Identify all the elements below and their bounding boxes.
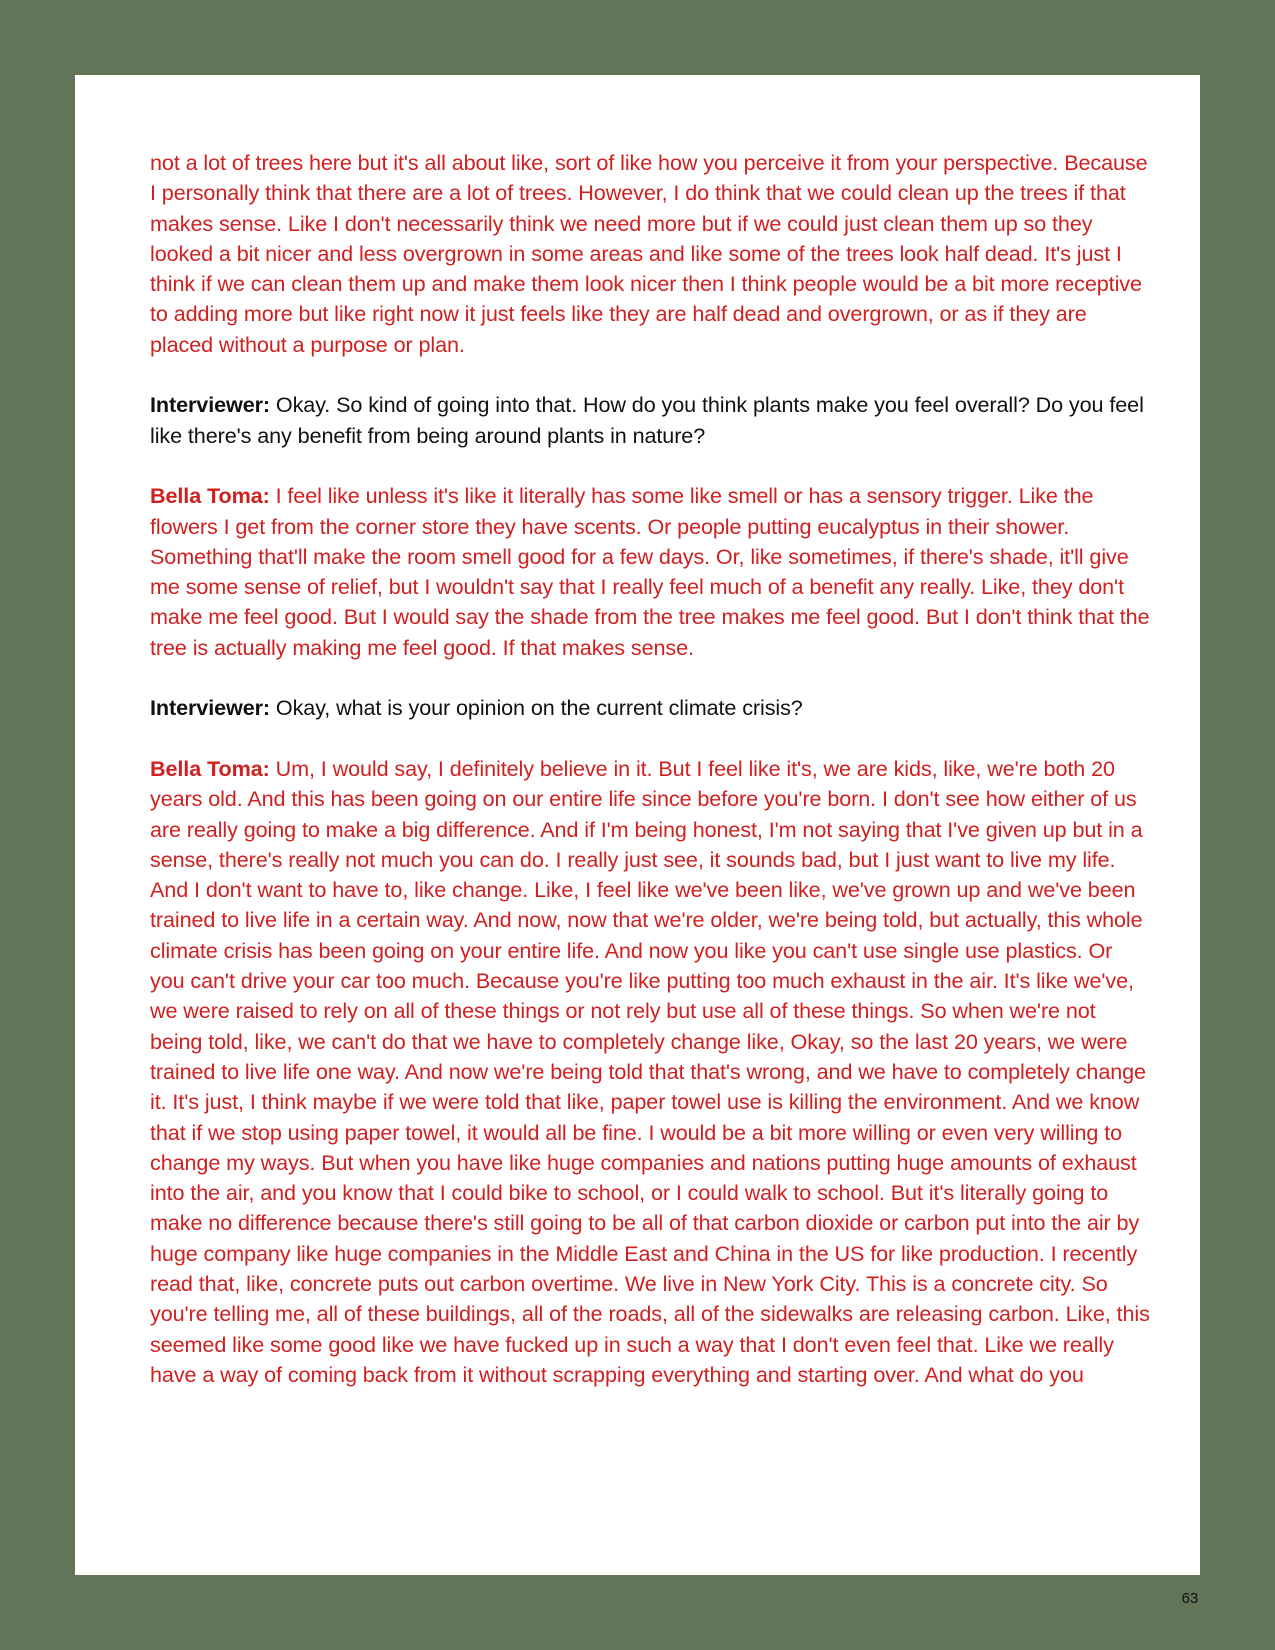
page-number: 63 [1181,1590,1199,1607]
interviewer-question-1 [150,390,1150,451]
speaker-label-respondent: Bella Toma: [150,755,270,781]
speaker-label-interviewer: Interviewer: [150,392,271,418]
question-2-text: Okay, what is your opinion on the current climate crisis? [270,695,803,721]
respondent-answer-2 [150,754,1150,1390]
question-1-text: Okay. So kind of going into that. How do you think plants make you feel overall? Do you feel like there's any benefit from being around plants in nature? [150,392,1144,448]
continued-response-text: not a lot of trees here but it's all about like, sort of like how you perceive it from your perspective. Because I personally think that there are a lot of trees. However, I do think that we could clean up the trees if that makes sense. Like I don't necessarily think we need more but if we could just clean them up so they looked a bit nicer and less overgrown in some areas and like some of the trees look half dead. It's just I think if we can clean them up and make them look nicer then I think people would be a bit more receptive to adding more but like right now it just feels like they are half dead and overgrown, or as if they are placed without a purpose or plan. [150,150,1148,357]
speaker-label-respondent: Bella Toma: [150,483,270,509]
document-page [75,75,1200,1575]
respondent-answer-1 [150,481,1150,663]
answer-1-text: I feel like unless it's like it literally has some like smell or has a sensory trigger. Like the flowers I get from the corner store they have scents. Or people putting eucalyptus in their shower. Something that'll make the room smell good for a few days. Or, like sometimes, if there's shade, it'll give me some sense of relief, but I wouldn't say that I really feel much of a benefit any really. Like, they don't make me feel good. But I would say the shade from the tree makes me feel good. But I don't think that the tree is actually making me feel good. If that makes sense. [150,483,1150,660]
interviewer-question-2 [150,693,1150,723]
transcript-body [150,148,1150,1420]
speaker-label-interviewer: Interviewer: [150,695,271,721]
continued-response [150,148,1150,360]
answer-2-text: Um, I would say, I definitely believe in it. But I feel like it's, we are kids, like, we're both 20 years old. And this has been going on our entire life since before you're born. I don't see how either of us are really going to make a big difference. And if I'm being honest, I'm not saying that I've given up but in a sense, there's really not much you can do. I really just see, it sounds bad, but I just want to live my life. And I don't want to have to, like change. Like, I feel like we've been like, we've grown up and we've been trained to live life in a certain way. And now, now that we're older, we're being told, but actually, this whole climate crisis has been going on your entire life. And now you like you can't use single use plastics. Or you can't drive your car too much. Because you're like putting too much exhaust in the air. It's like we've, we were raised to rely on all of these things or not rely but use all of these things. So when we're not being told, like, we can't do that we have to completely change like, Okay, so the last 20 years, we were trained to live life one way. And now we're being told that that's wrong, and we have to completely change it. It's just, I think maybe if we were told that like, paper towel use is killing the environment. And we know that if we stop using paper towel, it would all be fine. I would be a bit more willing or even very willing to change my ways. But when you have like huge companies and nations putting huge amounts of exhaust into the air, and you know that I could bike to school, or I could walk to school. But it's literally going to make no difference because there's still going to be all of that carbon dioxide or carbon put into the air by huge company like huge companies in the Middle East and China in the US for like production. I recently read that, like, concrete puts out carbon overtime. We live in New York City. This is a concrete city. So you're telling me, all of these buildings, all of the roads, all of the sidewalks are releasing carbon. Like, this seemed like some good like we have fucked up in such a way that I don't even feel that. Like we really have a way of coming back from it without scrapping everything and starting over. And what do you [150,755,1150,1387]
